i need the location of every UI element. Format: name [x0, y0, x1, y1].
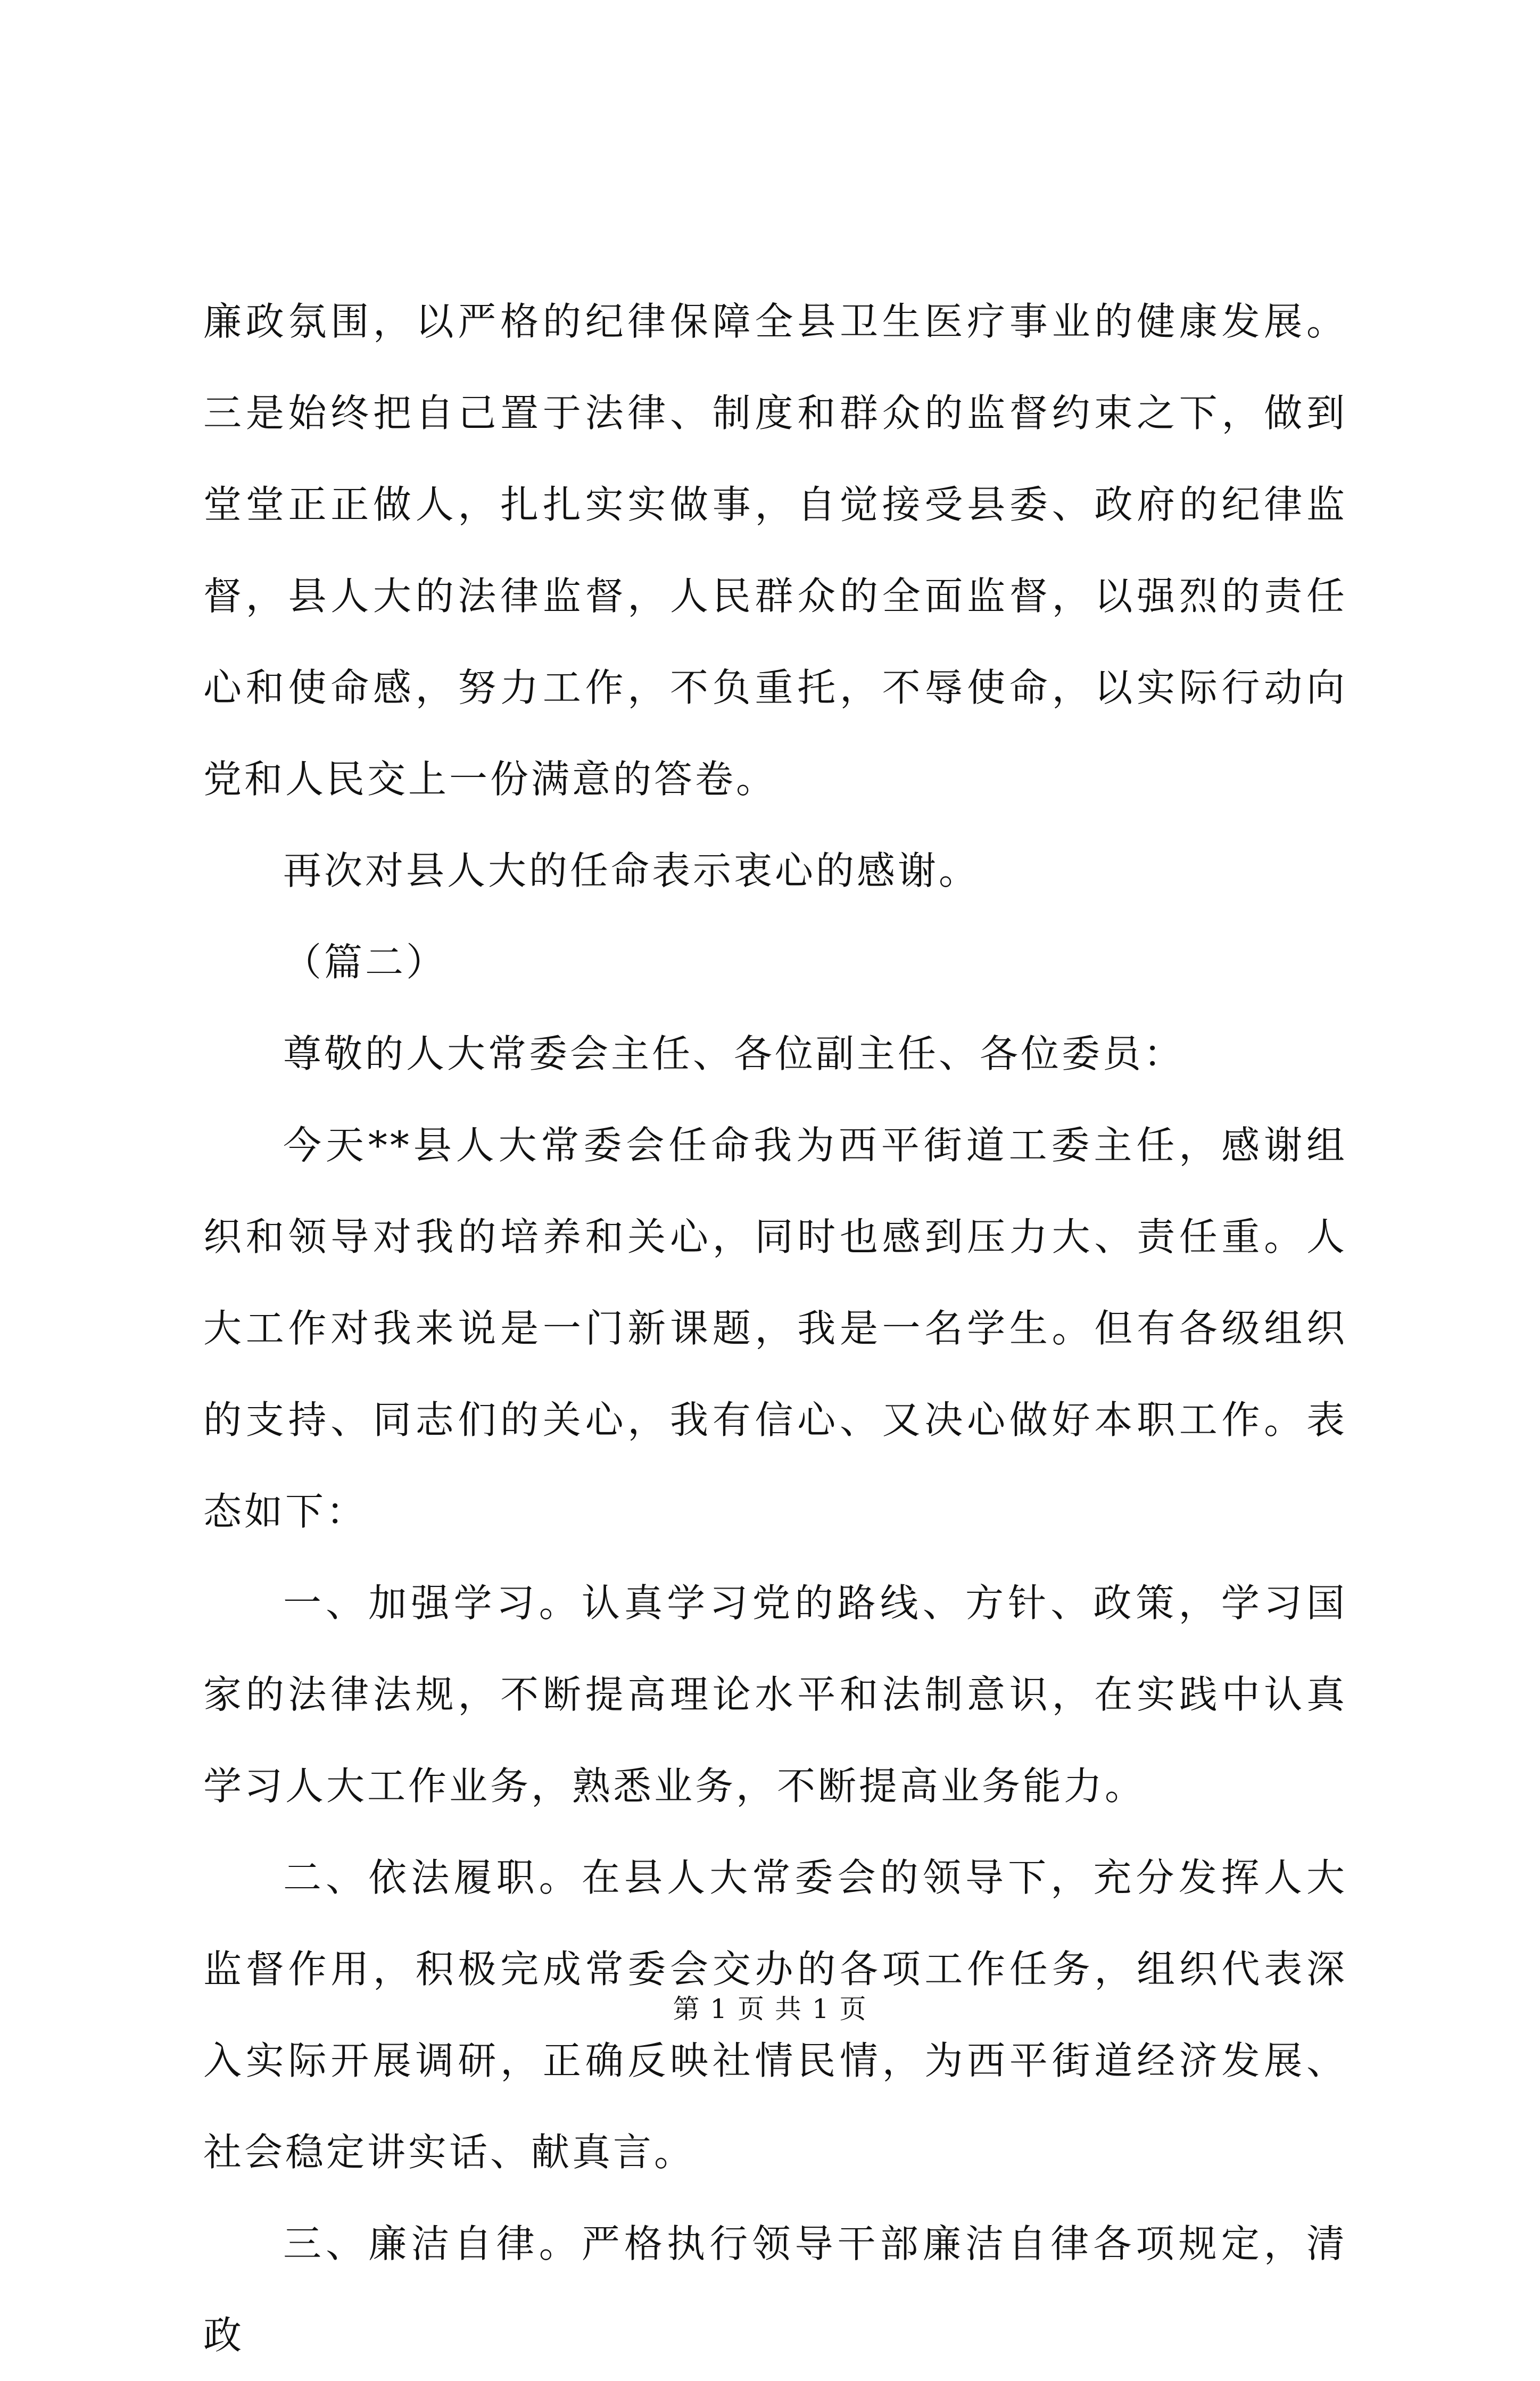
paragraph-continuation: 廉政氛围，以严格的纪律保障全县卫生医疗事业的健康发展。三是始终把自己置于法律、制度和群众的监督约束之下，做到堂堂正正做人，扎扎实实做事，自觉接受县委、政府的纪律监督，县人大的法律监督，人民群众的全面监督，以强烈的责任心和使命感，努力工作，不负重托，不辱使命，以实际行动向党和人民交上一份满意的答卷。 — [203, 299, 1347, 801]
paragraph-point-3: 三、廉洁自律。严格执行领导干部廉洁自律各项规定，清政 — [203, 2221, 1347, 2358]
paragraph-point-2: 二、依法履职。在县人大常委会的领导下，充分发挥人大监督作用，积极完成常委会交办的各项工作任务，组织代表深入实际开展调研，正确反映社情民情，为西平街道经济发展、社会稳定讲实话、献真言。 — [203, 1855, 1347, 2175]
paragraph-point-1: 一、加强学习。认真学习党的路线、方针、政策，学习国家的法律法规，不断提高理论水平和法制意识，在实践中认真学习人大工作业务，熟悉业务，不断提高业务能力。 — [203, 1581, 1347, 1808]
document-body — [203, 276, 1347, 2381]
paragraph-thanks: 再次对县人大的任命表示衷心的感谢。 — [283, 848, 980, 893]
page-footer: 第 1 页 共 1 页 — [673, 1994, 867, 2024]
salutation: 尊敬的人大常委会主任、各位副主任、各位委员： — [283, 1031, 1185, 1076]
paragraph-intro: 今天**县人大常委会任命我为西平街道工委主任，感谢组织和领导对我的培养和关心，同时也感到压力大、责任重。人大工作对我来说是一门新课题，我是一名学生。但有各级组织的支持、同志们的关心，我有信心、又决心做好本职工作。表态如下： — [203, 1123, 1347, 1534]
section-heading: （篇二） — [283, 940, 448, 985]
